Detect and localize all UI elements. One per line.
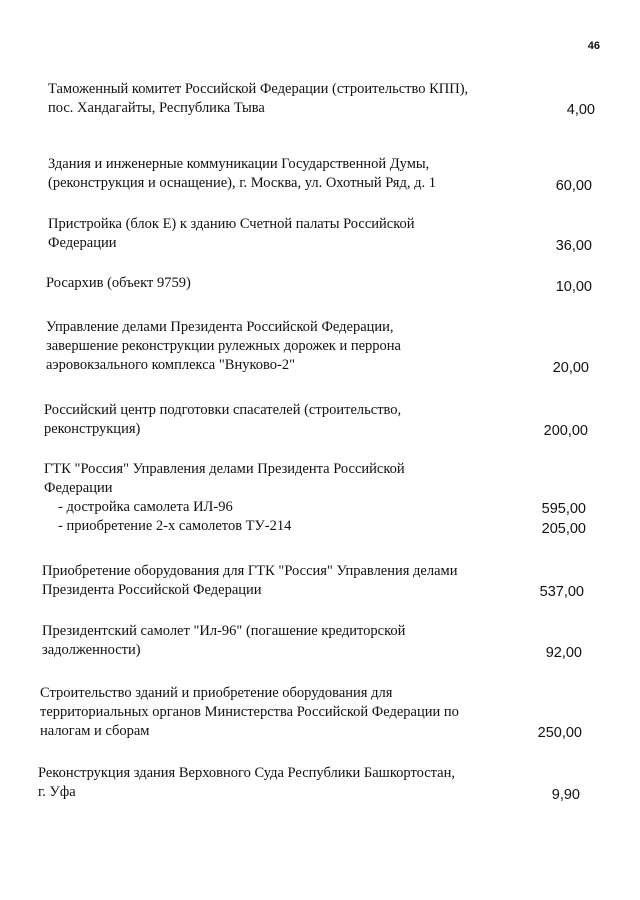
entry-text-line: (реконструкция и оснащение), г. Москва, ул. Охотный Ряд, д. 1 — [48, 175, 436, 191]
entry-text-line: Росархив (объект 9759) — [46, 275, 191, 291]
entry-amount: 9,90 — [551, 787, 580, 803]
entry-text-line: Пристройка (блок Е) к зданию Счетной палаты Российской — [48, 216, 415, 232]
entry-text-line: территориальных органов Министерства Российской Федерации по — [40, 704, 459, 720]
entry-text-line: Федерации — [44, 480, 113, 496]
list-item — [48, 80, 508, 118]
entry-text-line: Здания и инженерные коммуникации Государственной Думы, — [48, 156, 430, 172]
entry-amount: 60,00 — [555, 178, 592, 194]
entry-amount: 92,00 — [545, 645, 582, 661]
entry-amount: 10,00 — [555, 279, 592, 295]
list-item — [40, 684, 520, 741]
entry-amount: 537,00 — [539, 584, 584, 600]
list-item — [42, 622, 512, 660]
entry-text-line: завершение реконструкции рулежных дорожек и перрона — [46, 338, 401, 354]
entry-amount: 205,00 — [541, 521, 586, 537]
list-item — [44, 460, 504, 536]
list-item — [46, 274, 506, 293]
list-item — [44, 401, 504, 439]
entry-amount: 200,00 — [543, 423, 588, 439]
entry-text-line: налогам и сборам — [40, 723, 150, 739]
entry-text-line: пос. Хандагайты, Республика Тыва — [48, 100, 265, 116]
entry-text-line: ГТК "Россия" Управления делами Президента Российской — [44, 461, 405, 477]
entry-amount: 595,00 — [541, 501, 586, 517]
entry-amount: 250,00 — [537, 725, 582, 741]
entry-text-line: аэровокзального комплекса "Внуково-2" — [46, 357, 296, 373]
entry-text-line: Таможенный комитет Российской Федерации (строительство КПП), — [48, 81, 469, 97]
entry-text-line: Федерации — [48, 235, 117, 251]
entry-text-line: Российский центр подготовки спасателей (строительство, — [44, 402, 402, 418]
list-item — [48, 155, 508, 193]
entry-amount: 36,00 — [555, 238, 592, 254]
entry-text-line: реконструкция) — [44, 421, 141, 437]
list-item — [38, 764, 518, 802]
list-item — [48, 215, 508, 253]
list-item — [46, 318, 506, 375]
entry-sub-item: - достройка самолета ИЛ-96 — [58, 499, 233, 515]
entry-text-line: Президентский самолет "Ил-96" (погашение кредиторской — [42, 623, 406, 639]
entry-text-line: Реконструкция здания Верховного Суда Республики Башкортостан, — [38, 765, 455, 781]
entry-amount: 4,00 — [566, 102, 595, 118]
entry-text-line: Приобретение оборудования для ГТК "Россия" Управления делами — [42, 563, 458, 579]
page-number: 46 — [587, 40, 600, 52]
entry-amount: 20,00 — [552, 360, 589, 376]
entry-text-line: Президента Российской Федерации — [42, 582, 262, 598]
entry-text-line: задолженности) — [42, 642, 141, 658]
entry-sub-item: - приобретение 2-х самолетов ТУ-214 — [58, 518, 292, 534]
list-item — [42, 562, 512, 600]
entry-text-line: г. Уфа — [38, 784, 76, 800]
entry-text-line: Управление делами Президента Российской Федерации, — [46, 319, 394, 335]
entry-text-line: Строительство зданий и приобретение оборудования для — [40, 685, 393, 701]
